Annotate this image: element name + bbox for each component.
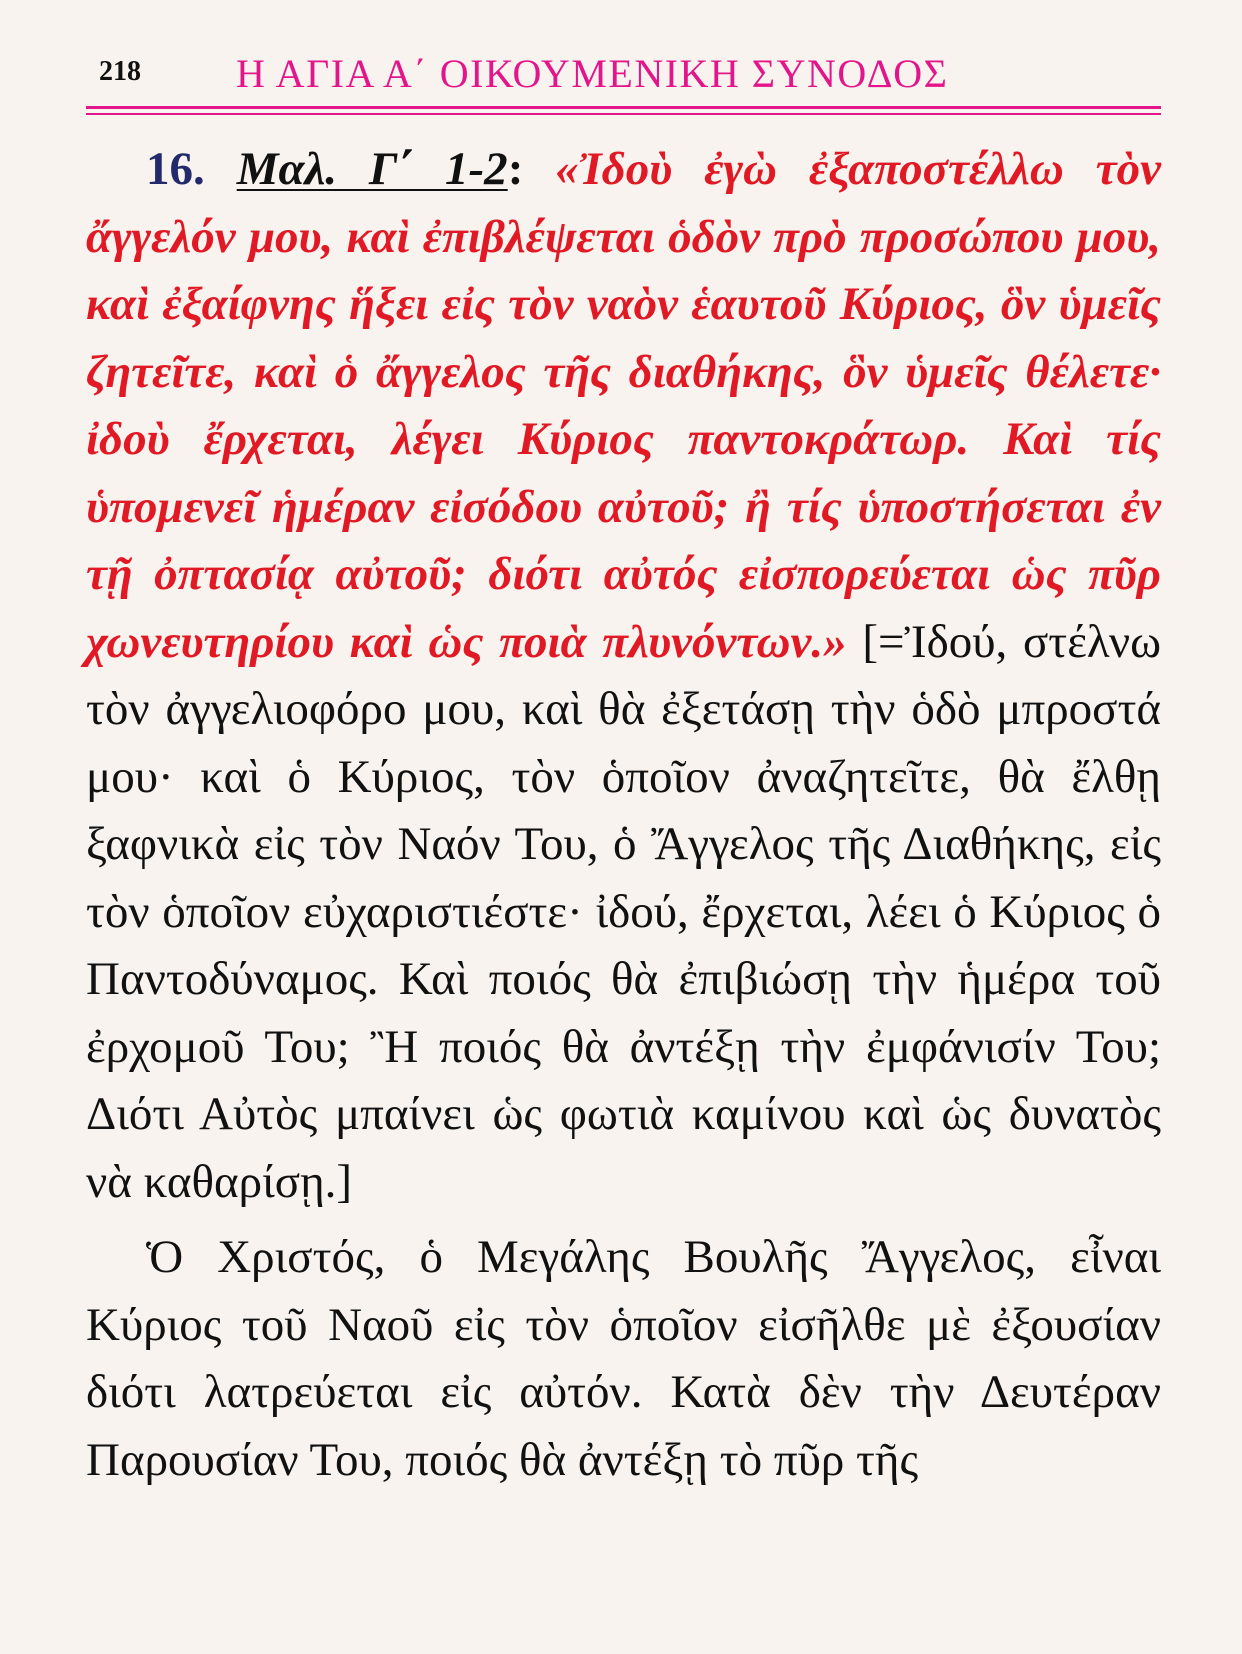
paragraph-scripture [86,136,1161,1216]
scripture-quote: «Ἰδοὺ ἐγὼ ἐξαποστέλλω τὸν ἄγγελόν μου, καὶ ἐπιβλέψεται ὁδὸν πρὸ προσώπου μου, καὶ ἐξαίφνης ἥξει εἰς τὸν ναὸν ἑαυτοῦ Κύριος, ὃν ὑμεῖς ζητεῖτε, καὶ ὁ ἄγγελος τῆς διαθήκης, ὃν ὑμεῖς θέλετε· ἰδοὺ ἔρχεται, λέγει Κύριος παντοκράτωρ. Καὶ τίς ὑπομενεῖ ἡμέραν εἰσόδου αὐτοῦ; ἢ τίς ὑποστήσεται ἐν τῇ ὀπτασίᾳ αὐτοῦ; διότι αὐτός εἰσπορεύεται ὡς πῦρ χωνευτηρίου καὶ ὡς ποιὰ πλυνόντων.» [86,143,1162,668]
reference-colon: : [507,143,524,195]
item-number: 16. [146,143,205,195]
body-text [86,136,1161,1494]
running-title: Η ΑΓΙΑ Α΄ ΟΙΚΟΥΜΕΝΙΚΗ ΣΥΝΟΔΟΣ [236,51,949,96]
header-rule-bottom [86,113,1161,115]
header-rule-top [86,106,1161,109]
scripture-reference: Μαλ. Γ΄ 1-2 [236,143,508,195]
page-header [86,0,1161,96]
book-page [86,0,1162,1486]
page-number: 218 [99,56,141,87]
scripture-translation: [=Ἰδού, στέλνω τὸν ἀγγελιοφόρο μου, καὶ θὰ ἐξετάσῃ τὴν ὁδὸ μπροστά μου· καὶ ὁ Κύριος, τὸν ὁποῖον ἀναζητεῖτε, θὰ ἔλθῃ ξαφνικὰ εἰς τὸν Ναόν Του, ὁ Ἄγγελος τῆς Διαθήκης, εἰς τὸν ὁποῖον εὐχαριστιέστε· ἰδού, ἔρχεται, λέει ὁ Κύριος ὁ Παντοδύναμος. Καὶ ποιός θὰ ἐπιβιώσῃ τὴν ἡμέρα τοῦ ἐρχομοῦ Του; Ἢ ποιός θὰ ἀντέξῃ τὴν ἐμφάνισίν Του; Διότι Αὐτὸς μπαίνει ὡς φωτιὰ καμίνου καὶ ὡς δυνατὸς νὰ καθαρίσῃ.] [86,615,1162,1208]
paragraph-commentary: Ὁ Χριστός, ὁ Μεγάλης Βουλῆς Ἄγγελος, εἶναι Κύριος τοῦ Ναοῦ εἰς τὸν ὁποῖον εἰσῆλθε μὲ ἐξουσίαν διότι λατρεύεται εἰς αὐτόν. Κατὰ δὲν τὴν Δευτέραν Παρουσίαν Του, ποιός θὰ ἀντέξῃ τὸ πῦρ τῆς [86,1231,1161,1486]
